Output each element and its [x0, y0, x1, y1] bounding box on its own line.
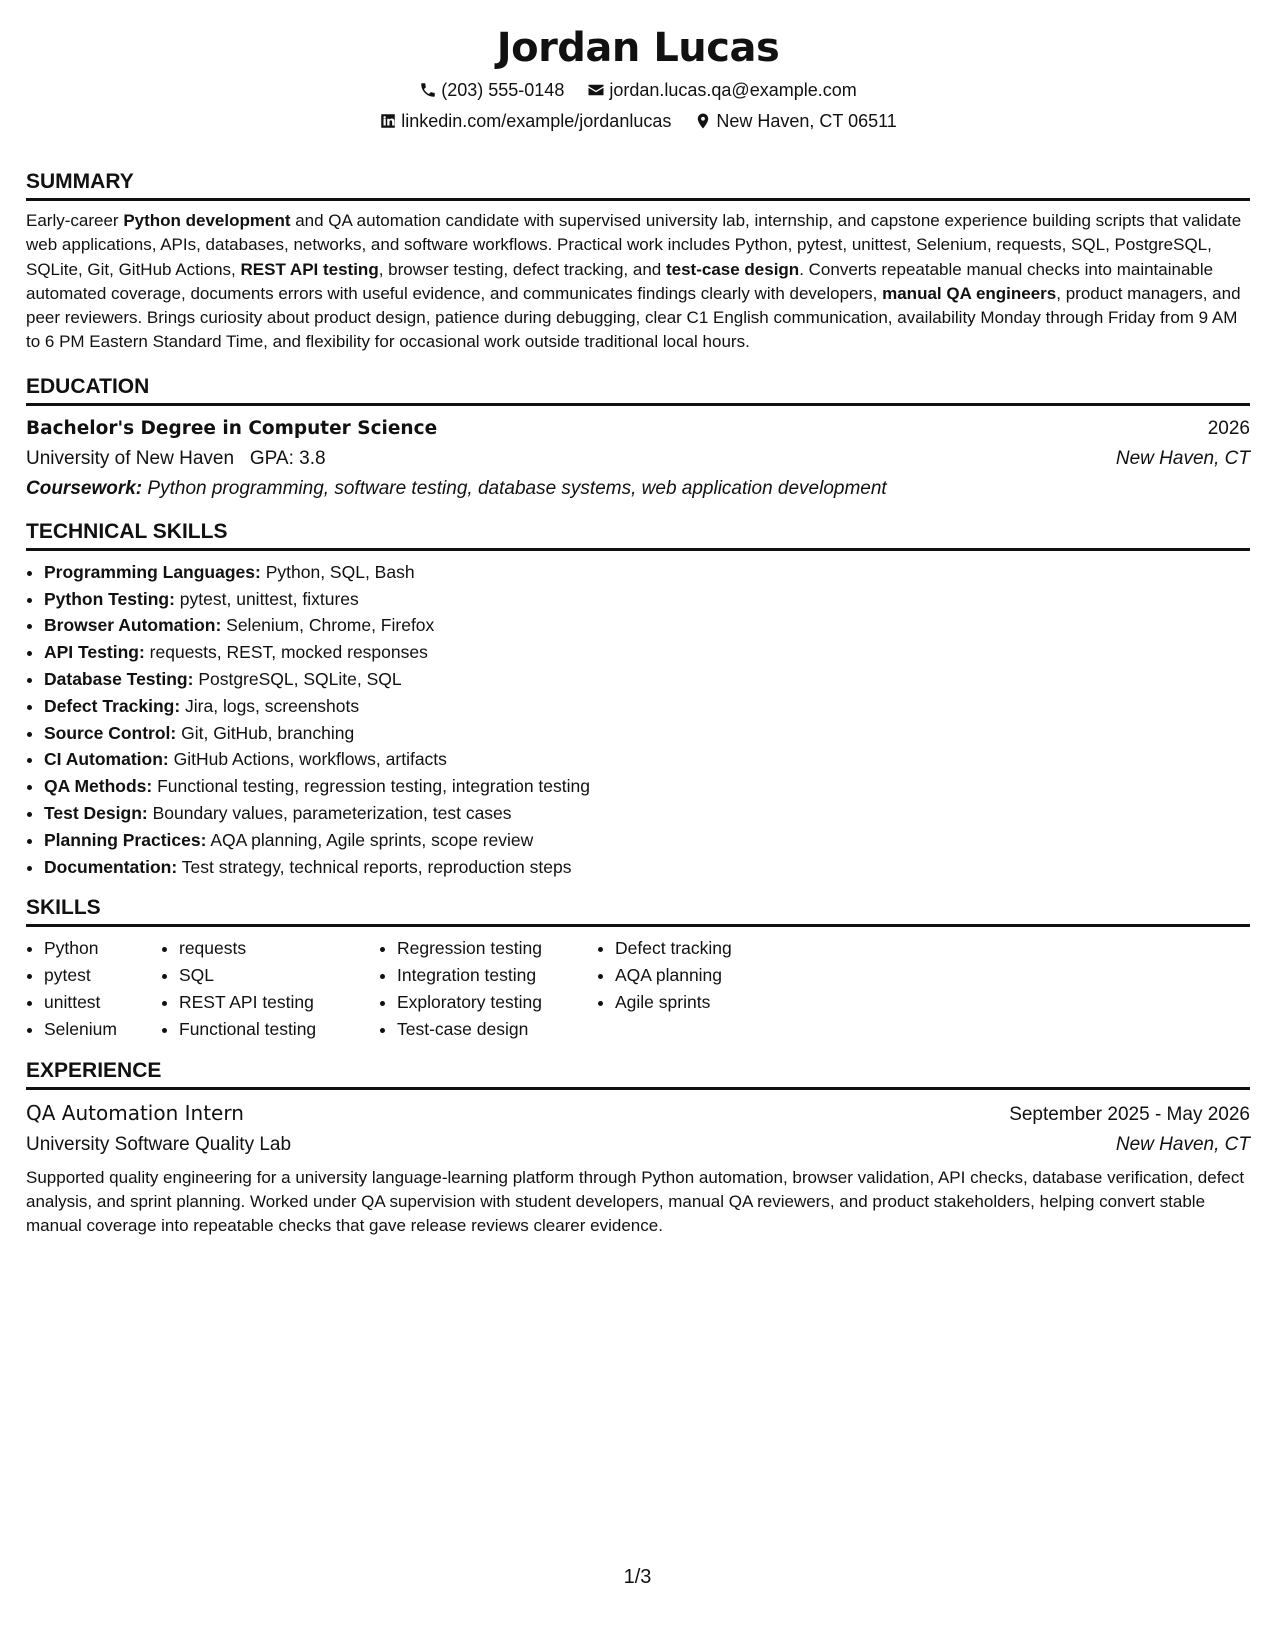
skill-values: Selenium, Chrome, Firefox: [226, 615, 435, 636]
skills-section: [26, 894, 1250, 1042]
linkedin-contact[interactable]: [379, 107, 671, 135]
location-contact: [694, 107, 896, 135]
experience-section: [26, 1057, 1250, 1238]
list-item: • Exploratory testing: [397, 989, 597, 1016]
school-row: [26, 444, 1250, 474]
list-item: • Agile sprints: [615, 989, 815, 1016]
skills-column: [26, 935, 161, 1042]
skills-column: [597, 935, 815, 1042]
list-item: [44, 612, 1250, 639]
list-item: • Test-case design: [397, 1016, 597, 1043]
skill-values: requests, REST, mocked responses: [149, 642, 428, 663]
contact-line-1: [26, 76, 1250, 107]
summary-highlight: manual QA engineers: [882, 283, 1057, 303]
school-name: University of New Haven: [26, 447, 235, 469]
list-item: • Python: [44, 935, 161, 962]
skill-category: Python Testing:: [44, 588, 175, 609]
summary-part: , browser testing, defect tracking, and: [378, 259, 666, 279]
list-item: • Selenium: [44, 1016, 161, 1043]
graduation-year: 2026: [1207, 417, 1250, 439]
skill-category: Defect Tracking:: [44, 695, 181, 716]
skills-heading: SKILLS: [26, 894, 1250, 927]
phone-number: (203) 555-0148: [441, 80, 565, 100]
summary-part: and QA automation candidate with supervised university lab, internship, and capstone experience building scripts that validate web applications, APIs, databases, networks, and software workflows. Practical work includes Python, pytest, unittest, Selenium, requests, SQL, PostgreSQL, SQLite, Git, GitHub Actions,: [26, 211, 1242, 279]
job-description: Supported quality engineering for a university language-learning platform through Python automation, browser validation, API checks, database verification, defect analysis, and sprint planning. Worked under QA supervision with student developers, manual QA reviewers, and product stakeholders, helping convert stable manual coverage into repeatable checks that gave release reviews clearer evidence.: [26, 1167, 1245, 1235]
job-row: [26, 1098, 1250, 1130]
list-item: • REST API testing: [179, 989, 379, 1016]
page-number: 1/3: [623, 1566, 652, 1588]
list-item: [44, 586, 1250, 613]
skill-values: Python, SQL, Bash: [265, 561, 415, 582]
list-item: • Integration testing: [397, 962, 597, 989]
skill-values: Git, GitHub, branching: [181, 722, 355, 743]
list-item: [44, 666, 1250, 693]
skills-column: [379, 935, 597, 1042]
skill-category: Documentation:: [44, 856, 178, 877]
summary-highlight: REST API testing: [240, 259, 379, 279]
contact-line-2: [26, 107, 1250, 138]
skill-values: Test strategy, technical reports, reproduction steps: [181, 856, 572, 877]
linkedin-icon: [379, 112, 397, 130]
skill-category: CI Automation:: [44, 749, 169, 770]
email-address[interactable]: jordan.lucas.qa@example.com: [609, 80, 857, 100]
list-item: • Defect tracking: [615, 935, 815, 962]
resume-page: [26, 20, 1250, 1238]
skill-values: Boundary values, parameterization, test cases: [152, 802, 512, 823]
summary-text: [26, 209, 1250, 355]
coursework-line: [26, 474, 1250, 504]
list-item: • unittest: [44, 989, 161, 1016]
skills-column: [161, 935, 379, 1042]
technical-skills-heading: TECHNICAL SKILLS: [26, 518, 1250, 551]
skill-category: API Testing:: [44, 642, 145, 663]
skill-category: Planning Practices:: [44, 829, 207, 850]
linkedin-url[interactable]: linkedin.com/example/jordanlucas: [401, 111, 672, 131]
list-item: [44, 773, 1250, 800]
coursework-list: Python programming, software testing, database systems, web application development: [147, 477, 887, 499]
summary-highlight: test-case design: [665, 259, 800, 279]
gpa: GPA: 3.8: [249, 447, 326, 469]
job-location: New Haven, CT: [1115, 1133, 1250, 1155]
school-info: [26, 444, 326, 474]
skill-values: PostgreSQL, SQLite, SQL: [198, 668, 402, 689]
list-item: • AQA planning: [615, 962, 815, 989]
education-section: [26, 373, 1250, 504]
envelope-icon: [587, 81, 605, 99]
school-location: New Haven, CT: [1115, 447, 1250, 469]
email-contact[interactable]: [587, 76, 856, 104]
job-title: QA Automation Intern: [26, 1100, 244, 1125]
skill-category: Source Control:: [44, 722, 177, 743]
technical-skills-list: [26, 559, 1250, 881]
summary-section: [26, 168, 1250, 355]
list-item: [44, 720, 1250, 747]
degree-row: [26, 414, 1250, 444]
list-item: [44, 693, 1250, 720]
experience-heading: EXPERIENCE: [26, 1057, 1250, 1090]
skill-values: Jira, logs, screenshots: [185, 695, 360, 716]
list-item: • Functional testing: [179, 1016, 379, 1043]
coursework-label: Coursework:: [26, 477, 143, 499]
list-item: [44, 746, 1250, 773]
education-heading: EDUCATION: [26, 373, 1250, 406]
list-item: • Regression testing: [397, 935, 597, 962]
candidate-name: Jordan Lucas: [496, 25, 780, 71]
skill-category: Database Testing:: [44, 668, 194, 689]
skill-values: pytest, unittest, fixtures: [179, 588, 359, 609]
skill-category: Browser Automation:: [44, 615, 222, 636]
list-item: [44, 639, 1250, 666]
organization: University Software Quality Lab: [26, 1133, 292, 1155]
skill-values: AQA planning, Agile sprints, scope review: [210, 829, 534, 850]
skills-grid: [26, 935, 1250, 1042]
skill-values: Functional testing, regression testing, integration testing: [157, 776, 590, 797]
map-pin-icon: [694, 112, 712, 130]
org-row: [26, 1130, 1250, 1160]
list-item: • pytest: [44, 962, 161, 989]
summary-part: Early-career: [26, 211, 124, 230]
skill-category: Programming Languages:: [44, 561, 261, 582]
list-item: [44, 854, 1250, 881]
skill-values: GitHub Actions, workflows, artifacts: [173, 749, 447, 770]
list-item: • requests: [179, 935, 379, 962]
location-text: New Haven, CT 06511: [716, 111, 897, 131]
job-dates: September 2025 - May 2026: [1009, 1103, 1250, 1125]
list-item: [44, 827, 1250, 854]
list-item: • SQL: [179, 962, 379, 989]
skill-category: Test Design:: [44, 802, 148, 823]
degree-title: Bachelor's Degree in Computer Science: [26, 417, 438, 439]
phone-contact: [419, 76, 564, 104]
summary-highlight: Python development: [123, 211, 291, 230]
summary-part: , product managers, and peer reviewers. Brings curiosity about product design, patience during debugging, clear C1 English communication, availability Monday through Friday from 9 AM to 6 PM Eastern Standard Time, and flexibility for occasional work outside traditional local hours.: [26, 283, 1241, 352]
skill-category: QA Methods:: [44, 776, 153, 797]
list-item: [44, 559, 1250, 586]
summary-part: . Converts repeatable manual checks into maintainable automated coverage, documents errors with useful evidence, and communicates findings clearly with developers,: [26, 259, 1214, 303]
technical-skills-section: [26, 518, 1250, 881]
list-item: [44, 800, 1250, 827]
phone-icon: [419, 81, 437, 99]
summary-heading: SUMMARY: [26, 168, 1250, 201]
